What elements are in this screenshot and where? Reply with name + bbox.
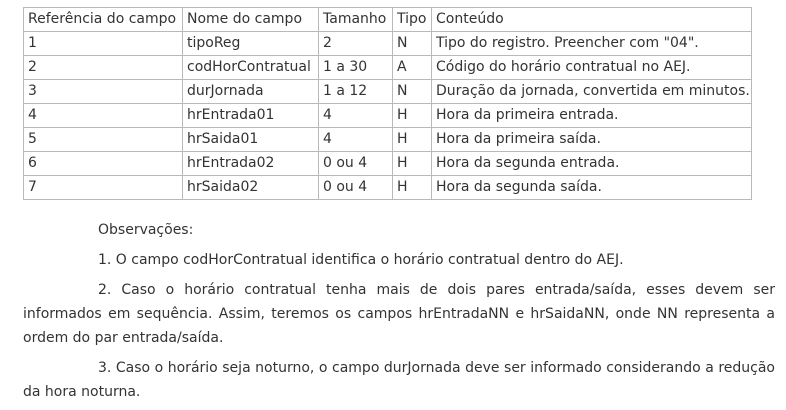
table-row — [24, 176, 752, 200]
cell-reference: 7 — [24, 176, 183, 200]
cell-reference: 1 — [24, 32, 183, 56]
cell-reference: 3 — [24, 80, 183, 104]
cell-reference: 4 — [24, 104, 183, 128]
observation-item: 3. Caso o horário seja noturno, o campo durJornada deve ser informado considerando a redução da hora noturna. — [23, 360, 775, 400]
cell-size: 4 — [319, 104, 393, 128]
cell-content: Hora da segunda entrada. — [432, 152, 752, 176]
cell-field-name: tipoReg — [183, 32, 319, 56]
observations — [23, 218, 775, 410]
header-type: Tipo — [393, 8, 432, 32]
table-row — [24, 104, 752, 128]
cell-content: Tipo do registro. Preencher com "04". — [432, 32, 752, 56]
table-row — [24, 32, 752, 56]
header-content: Conteúdo — [432, 8, 752, 32]
observations-title: Observações: — [98, 222, 194, 238]
cell-size: 1 a 30 — [319, 56, 393, 80]
cell-size: 1 a 12 — [319, 80, 393, 104]
table-header-row — [24, 8, 752, 32]
cell-field-name: codHorContratual — [183, 56, 319, 80]
cell-field-name: hrSaida02 — [183, 176, 319, 200]
cell-type: H — [393, 152, 432, 176]
table-row — [24, 128, 752, 152]
header-field-name: Nome do campo — [183, 8, 319, 32]
header-field-reference: Referência do campo — [24, 8, 183, 32]
header-size: Tamanho — [319, 8, 393, 32]
cell-content: Hora da segunda saída. — [432, 176, 752, 200]
cell-type: H — [393, 104, 432, 128]
cell-reference: 6 — [24, 152, 183, 176]
cell-type: H — [393, 128, 432, 152]
cell-type: A — [393, 56, 432, 80]
cell-field-name: hrEntrada01 — [183, 104, 319, 128]
cell-field-name: hrEntrada02 — [183, 152, 319, 176]
cell-content: Código do horário contratual no AEJ. — [432, 56, 752, 80]
table-row — [24, 152, 752, 176]
fields-table — [23, 7, 752, 200]
cell-content: Hora da primeira entrada. — [432, 104, 752, 128]
cell-size: 0 ou 4 — [319, 176, 393, 200]
cell-type: H — [393, 176, 432, 200]
cell-content: Duração da jornada, convertida em minutos. — [432, 80, 752, 104]
cell-field-name: durJornada — [183, 80, 319, 104]
cell-type: N — [393, 32, 432, 56]
cell-reference: 5 — [24, 128, 183, 152]
observation-item: 2. Caso o horário contratual tenha mais de dois pares entrada/saída, esses devem ser informados em sequência. Assim, teremos os campos hrEntradaNN e hrSaidaNN, onde NN representa a ordem do par entrada/saída. — [23, 282, 775, 346]
cell-reference: 2 — [24, 56, 183, 80]
cell-content: Hora da primeira saída. — [432, 128, 752, 152]
cell-type: N — [393, 80, 432, 104]
cell-size: 0 ou 4 — [319, 152, 393, 176]
observation-item: 1. O campo codHorContratual identifica o horário contratual dentro do AEJ. — [98, 252, 624, 268]
table-row — [24, 56, 752, 80]
cell-field-name: hrSaida01 — [183, 128, 319, 152]
cell-size: 2 — [319, 32, 393, 56]
cell-size: 4 — [319, 128, 393, 152]
table-row — [24, 80, 752, 104]
